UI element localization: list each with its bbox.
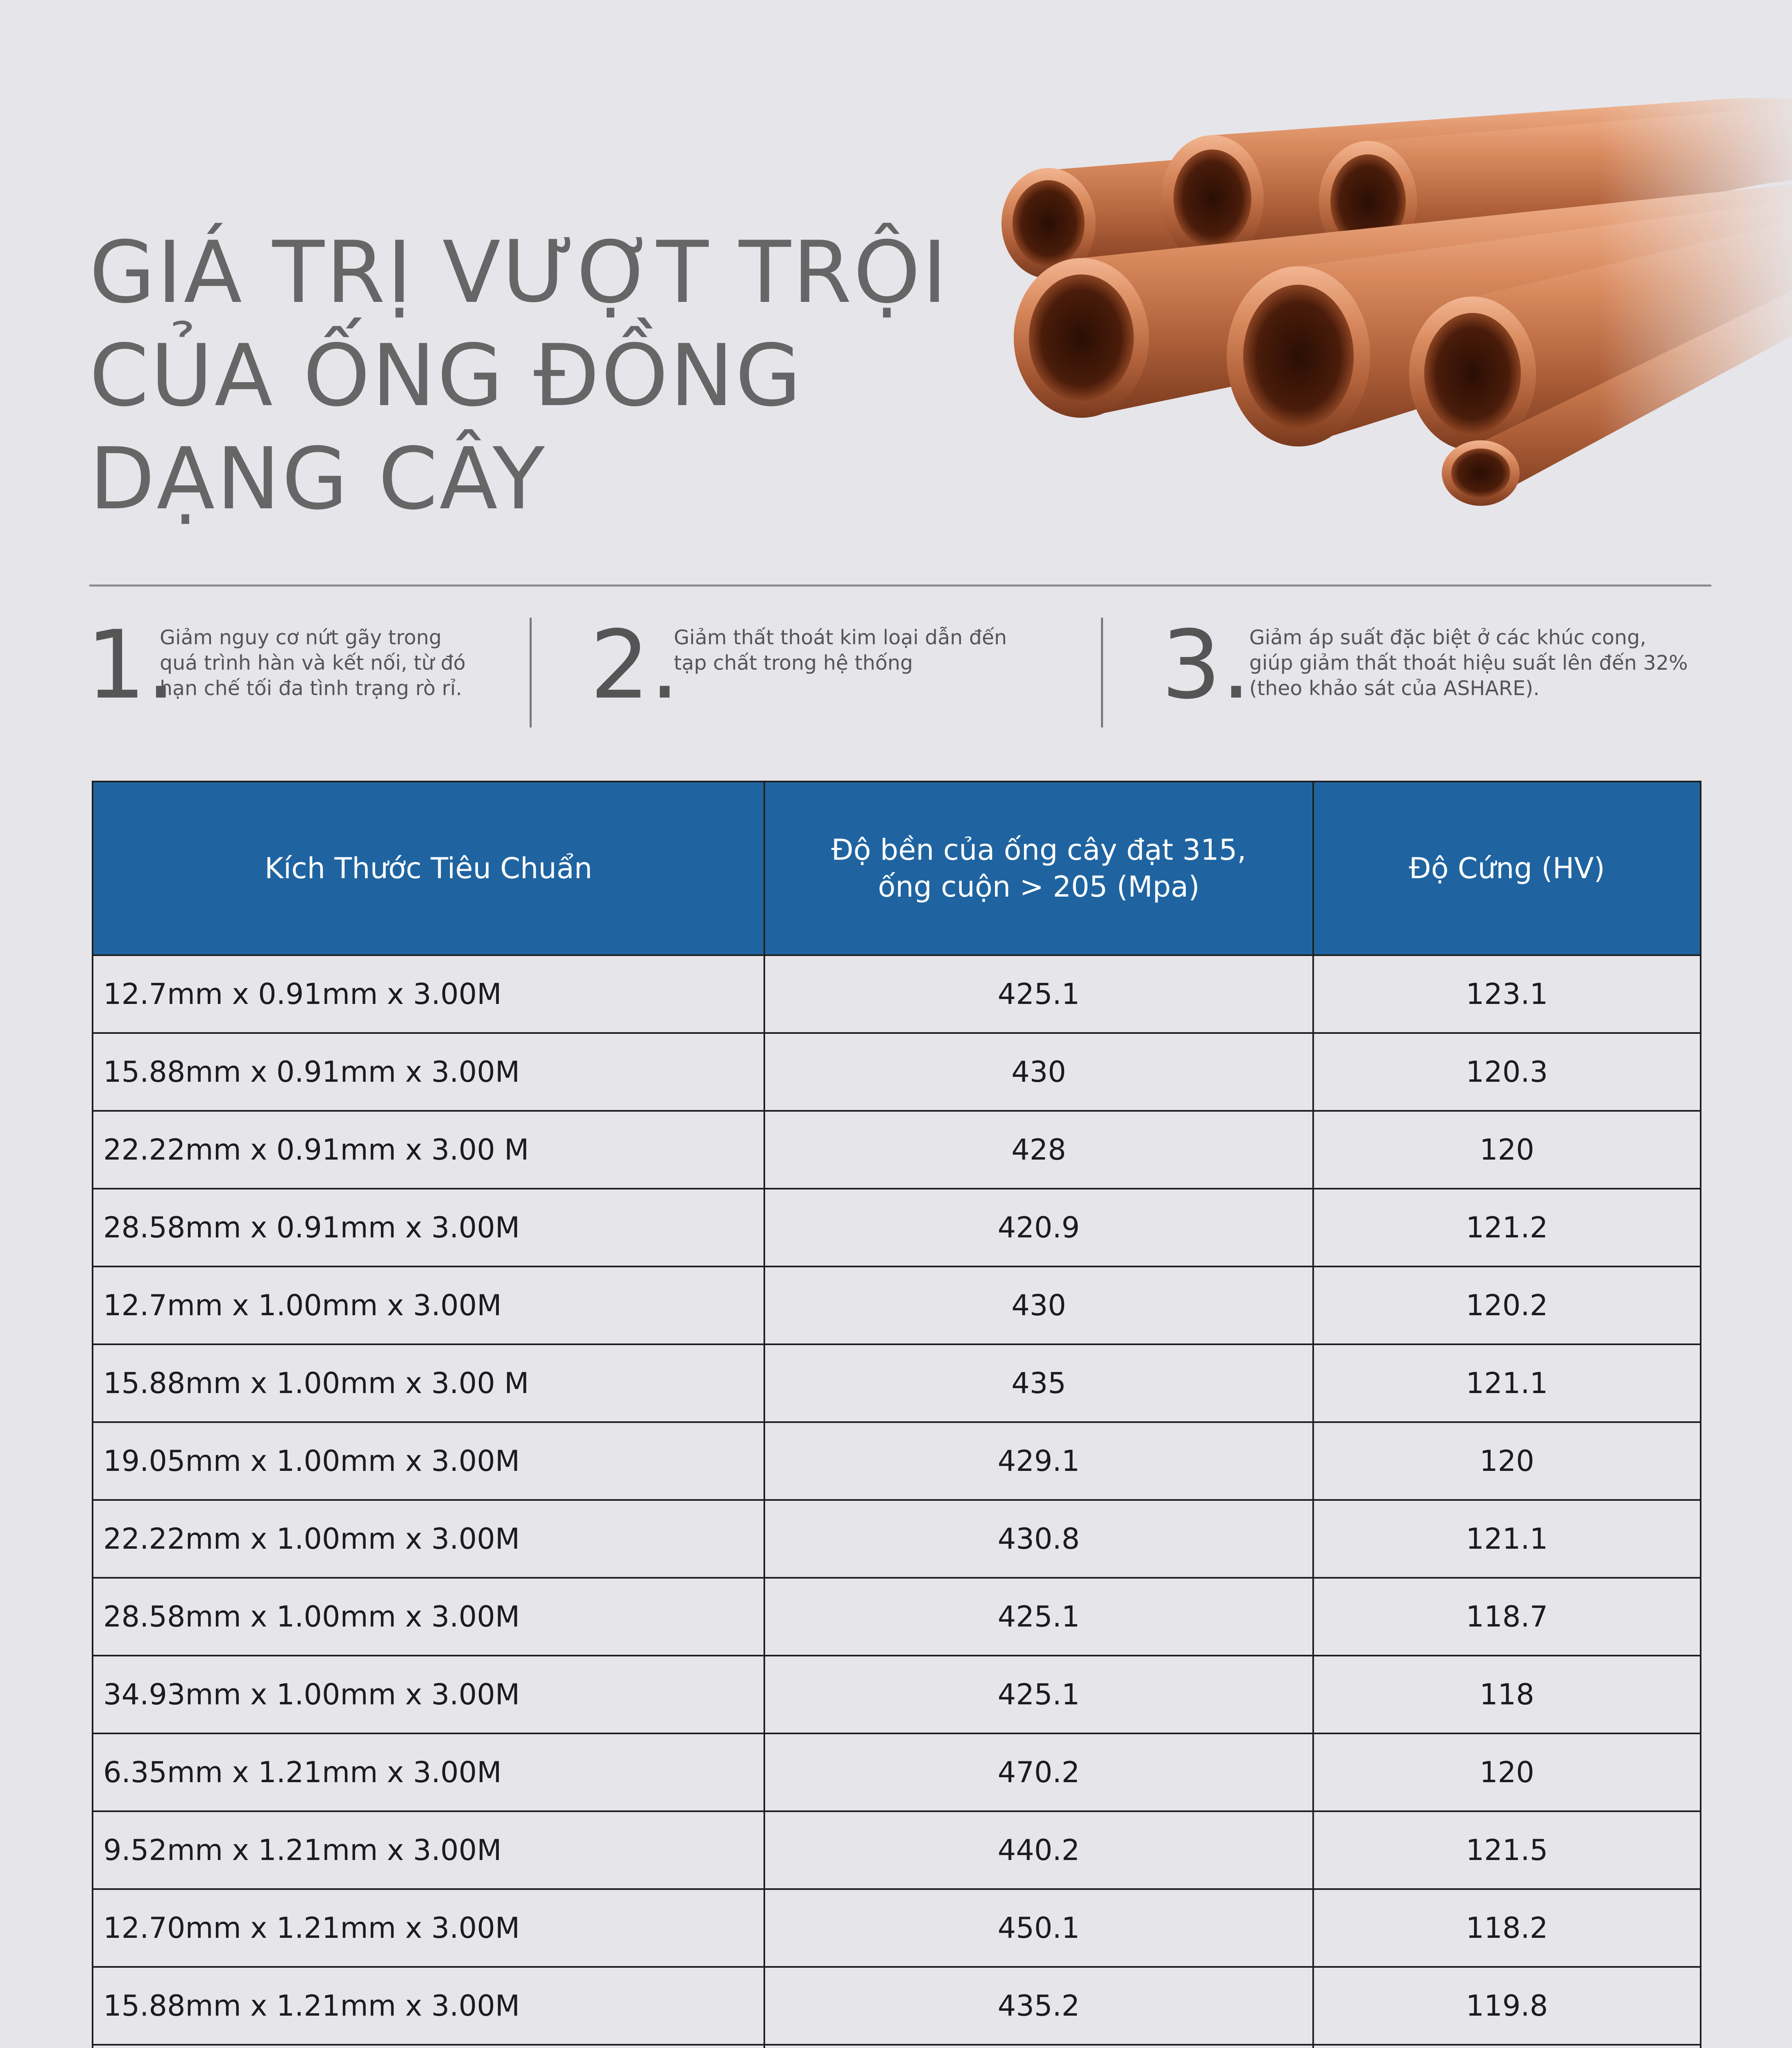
cell-hardness: 121.2 — [1313, 1189, 1701, 1266]
cell-size: 12.7mm x 1.00mm x 3.00M — [93, 1266, 764, 1344]
cell-hardness: 120.3 — [1313, 1033, 1701, 1111]
table-row — [93, 1733, 1701, 1811]
cell-size: 22.22mm x 1.00mm x 3.00M — [93, 1500, 764, 1578]
header-strength: Độ bền của ống cây đạt 315, ống cuộn > 205 (Mpa) — [764, 782, 1313, 955]
cell-hardness: 118.2 — [1313, 1889, 1701, 1967]
title-line-2: CỦA ỐNG ĐỒNG — [89, 326, 803, 426]
benefit-2 — [590, 611, 1081, 725]
copper-pipes-image — [983, 98, 1792, 532]
cell-strength: 425.1 — [764, 955, 1313, 1033]
cell-strength — [764, 2045, 1313, 2048]
table-row — [93, 1344, 1701, 1422]
cell-hardness: 118 — [1313, 1656, 1701, 1733]
cell-size: 12.70mm x 1.21mm x 3.00M — [93, 1889, 764, 1967]
cell-size: 12.7mm x 0.91mm x 3.00M — [93, 955, 764, 1033]
cell-strength: 425.1 — [764, 1656, 1313, 1733]
cell-strength: 429.1 — [764, 1422, 1313, 1500]
cell-size: 9.52mm x 1.21mm x 3.00M — [93, 1811, 764, 1889]
table-row — [93, 1111, 1701, 1189]
cell-hardness: 119.8 — [1313, 1967, 1701, 2045]
cell-strength: 420.9 — [764, 1189, 1313, 1266]
table-header-row — [93, 782, 1701, 955]
title-line-1: GIÁ TRỊ VƯỢT TRỘI — [89, 223, 949, 322]
cell-hardness: 118.7 — [1313, 1578, 1701, 1656]
benefit-3-number: 3. — [1161, 611, 1251, 720]
benefit-2-text: Giảm thất thoát kim loại dẫn đến tạp chất trong hệ thống — [674, 626, 1007, 675]
cell-size: 6.35mm x 1.21mm x 3.00M — [93, 1733, 764, 1811]
benefit-1-text: Giảm nguy cơ nứt gãy trong quá trình hàn và kết nối, từ đó hạn chế tối đa tình trạng rò rỉ. — [160, 626, 466, 700]
specs-table — [92, 781, 1701, 2048]
table-row — [93, 1889, 1701, 1967]
benefit-2-number: 2. — [590, 611, 680, 720]
table-row — [93, 1656, 1701, 1733]
cell-hardness: 121.1 — [1313, 1500, 1701, 1578]
cell-strength: 430.8 — [764, 1500, 1313, 1578]
page-title — [89, 221, 949, 531]
cell-strength: 450.1 — [764, 1889, 1313, 1967]
table-row — [93, 1967, 1701, 2045]
cell-hardness: 120 — [1313, 1733, 1701, 1811]
cell-size: 22.22mm x 0.91mm x 3.00 M — [93, 1111, 764, 1189]
cell-size: 15.88mm x 1.00mm x 3.00 M — [93, 1344, 764, 1422]
cell-strength: 428 — [764, 1111, 1313, 1189]
benefit-3 — [1161, 611, 1755, 725]
cell-strength: 435 — [764, 1344, 1313, 1422]
cell-hardness — [1313, 2045, 1701, 2048]
cell-hardness: 123.1 — [1313, 955, 1701, 1033]
cell-hardness: 121.1 — [1313, 1344, 1701, 1422]
cell-strength: 430 — [764, 1266, 1313, 1344]
cell-strength: 435.2 — [764, 1967, 1313, 2045]
cell-size: 15.88mm x 1.21mm x 3.00M — [93, 1967, 764, 2045]
table-row — [93, 1811, 1701, 1889]
cell-hardness: 120 — [1313, 1422, 1701, 1500]
benefit-separator-2 — [1101, 618, 1103, 727]
table-row — [93, 1578, 1701, 1656]
table-row — [93, 1266, 1701, 1344]
cell-size: 15.88mm x 0.91mm x 3.00M — [93, 1033, 764, 1111]
cell-strength: 425.1 — [764, 1578, 1313, 1656]
table-row — [93, 1189, 1701, 1266]
cell-size: 34.93mm x 1.00mm x 3.00M — [93, 1656, 764, 1733]
table-row — [93, 2045, 1701, 2048]
benefit-1 — [86, 611, 516, 725]
title-line-3: DẠNG CÂY — [89, 430, 546, 529]
table-row — [93, 1422, 1701, 1500]
table-row — [93, 1033, 1701, 1111]
cell-size — [93, 2045, 764, 2048]
cell-hardness: 120 — [1313, 1111, 1701, 1189]
header-size: Kích Thước Tiêu Chuẩn — [93, 782, 764, 955]
cell-hardness: 120.2 — [1313, 1266, 1701, 1344]
table-row — [93, 955, 1701, 1033]
header-hardness: Độ Cứng (HV) — [1313, 782, 1701, 955]
cell-strength: 470.2 — [764, 1733, 1313, 1811]
table-row — [93, 1500, 1701, 1578]
divider-line — [89, 584, 1711, 587]
cell-size: 28.58mm x 0.91mm x 3.00M — [93, 1189, 764, 1266]
benefit-3-text: Giảm áp suất đặc biệt ở các khúc cong, giúp giảm thất thoát hiệu suất lên đến 32% (theo khảo sát của ASHARE). — [1249, 626, 1688, 700]
cell-strength: 440.2 — [764, 1811, 1313, 1889]
cell-strength: 430 — [764, 1033, 1313, 1111]
cell-size: 19.05mm x 1.00mm x 3.00M — [93, 1422, 764, 1500]
cell-size: 28.58mm x 1.00mm x 3.00M — [93, 1578, 764, 1656]
benefit-separator-1 — [530, 618, 532, 727]
cell-hardness: 121.5 — [1313, 1811, 1701, 1889]
benefit-1-number: 1. — [86, 611, 176, 720]
